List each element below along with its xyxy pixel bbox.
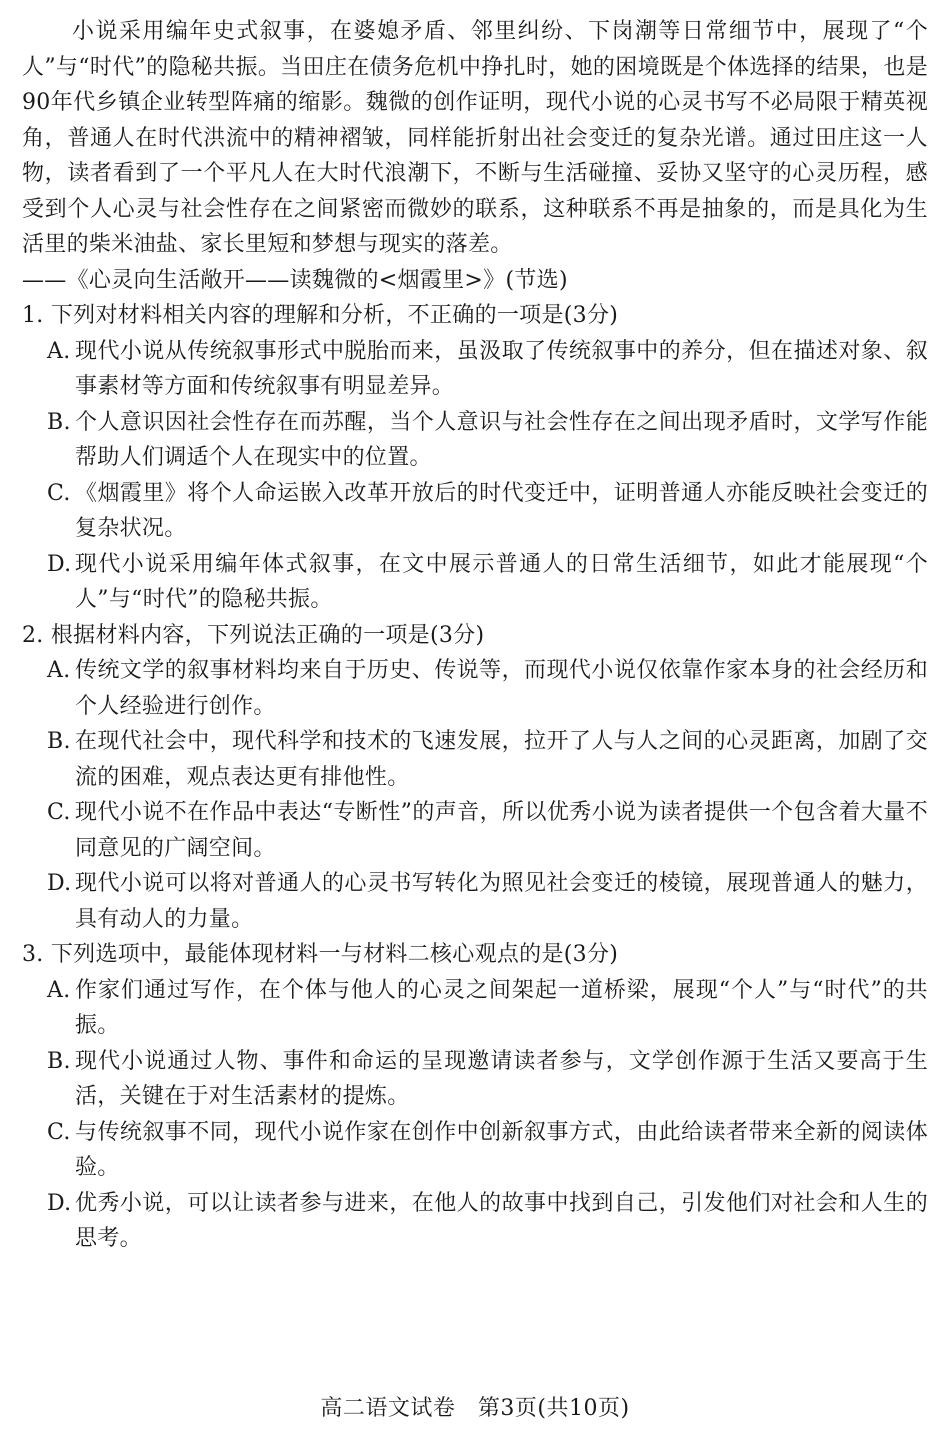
option-text: 个人意识因社会性存在而苏醒，当个人意识与社会性存在之间出现矛盾时，文学写作能帮助人们调适个人在现实中的位置。 [75,409,928,470]
option-c [22,795,928,866]
option-text: 作家们通过写作，在个体与他人的心灵之间架起一道桥梁，展现“个人”与“时代”的共振。 [75,977,928,1038]
option-text: 优秀小说，可以让读者参与进来，在他人的故事中找到自己，引发他们对社会和人生的思考。 [75,1190,928,1251]
option-a [22,973,928,1044]
option-letter: C. [47,800,71,825]
option-letter: B. [47,729,71,754]
option-a [22,653,928,724]
option-letter: D. [47,871,72,896]
passage-source: ——《心灵向生活敞开——读魏微的<烟霞里>》(节选) [22,267,568,293]
option-text: 现代小说通过人物、事件和命运的呈现邀请读者参与，文学创作源于生活又要高于生活，关键在于对生活素材的提炼。 [75,1048,928,1109]
option-d [22,1186,928,1257]
option-c [22,476,928,547]
option-b [22,724,928,795]
option-letter: D. [47,551,72,577]
option-text: 与传统叙事不同，现代小说作家在创作中创新叙事方式，由此给读者带来全新的阅读体验。 [75,1119,928,1180]
option-b [22,1044,928,1115]
question-stem: 2. 根据材料内容，下列说法正确的一项是(3分) [22,622,485,648]
option-text: 现代小说采用编年体式叙事，在文中展示普通人的日常生活细节，如此才能展现“个人”与“时代”的隐秘共振。 [75,551,928,612]
option-a [22,334,928,405]
page-footer: 高二语文试卷 第3页(共10页) [320,1396,630,1421]
option-letter: A. [47,658,71,683]
question-2 [22,618,928,938]
option-text: 现代小说可以将对普通人的心灵书写转化为照见社会变迁的棱镜，展现普通人的魅力，具有动人的力量。 [75,871,928,932]
option-text: 传统文学的叙事材料均来自于历史、传说等，而现代小说仅依靠作家本身的社会经历和个人经验进行创作。 [75,658,928,719]
question-3 [22,937,928,1257]
option-letter: B. [47,409,71,435]
question-stem: 3. 下列选项中，最能体现材料一与材料二核心观点的是(3分) [22,942,619,967]
option-text: 现代小说不在作品中表达“专断性”的声音，所以优秀小说为读者提供一个包含着大量不同意见的广阔空间。 [75,800,928,861]
option-letter: D. [47,1190,72,1216]
passage-paragraph: 小说采用编年史式叙事，在婆媳矛盾、邻里纠纷、下岗潮等日常细节中，展现了“个人”与“时代”的隐秘共振。当田庄在债务危机中挣扎时，她的困境既是个体选择的结果，也是90年代乡镇企业转型阵痛的缩影。魏微的创作证明，现代小说的心灵书写不必局限于精英视角，普通人在时代洪流中的精神褶皱，同样能折射出社会变迁的复杂光谱。通过田庄这一人物，读者看到了一个平凡人在大时代浪潮下，不断与生活碰撞、妥协又坚守的心灵历程，感受到个人心灵与社会性存在之间紧密而微妙的联系，这种联系不再是抽象的，而是具化为生活里的柴米油盐、家长里短和梦想与现实的落差。 [22,19,928,257]
option-b [22,405,928,476]
option-letter: A. [47,338,71,364]
option-letter: C. [47,1119,71,1145]
option-d [22,547,928,618]
reading-passage [22,14,928,298]
option-letter: C. [47,480,71,506]
option-text: 现代小说从传统叙事形式中脱胎而来，虽汲取了传统叙事中的养分，但在描述对象、叙事素材等方面和传统叙事有明显差异。 [75,338,928,399]
option-text: 《烟霞里》将个人命运嵌入改革开放后的时代变迁中，证明普通人亦能反映社会变迁的复杂状况。 [75,480,928,541]
option-letter: A. [47,977,71,1003]
question-1 [22,298,928,618]
option-text: 在现代社会中，现代科学和技术的飞速发展，拉开了人与人之间的心灵距离，加剧了交流的困难，观点表达更有排他性。 [75,729,928,790]
option-letter: B. [47,1048,71,1074]
option-c [22,1115,928,1186]
option-d [22,866,928,937]
question-stem: 1. 下列对材料相关内容的理解和分析，不正确的一项是(3分) [22,303,619,328]
